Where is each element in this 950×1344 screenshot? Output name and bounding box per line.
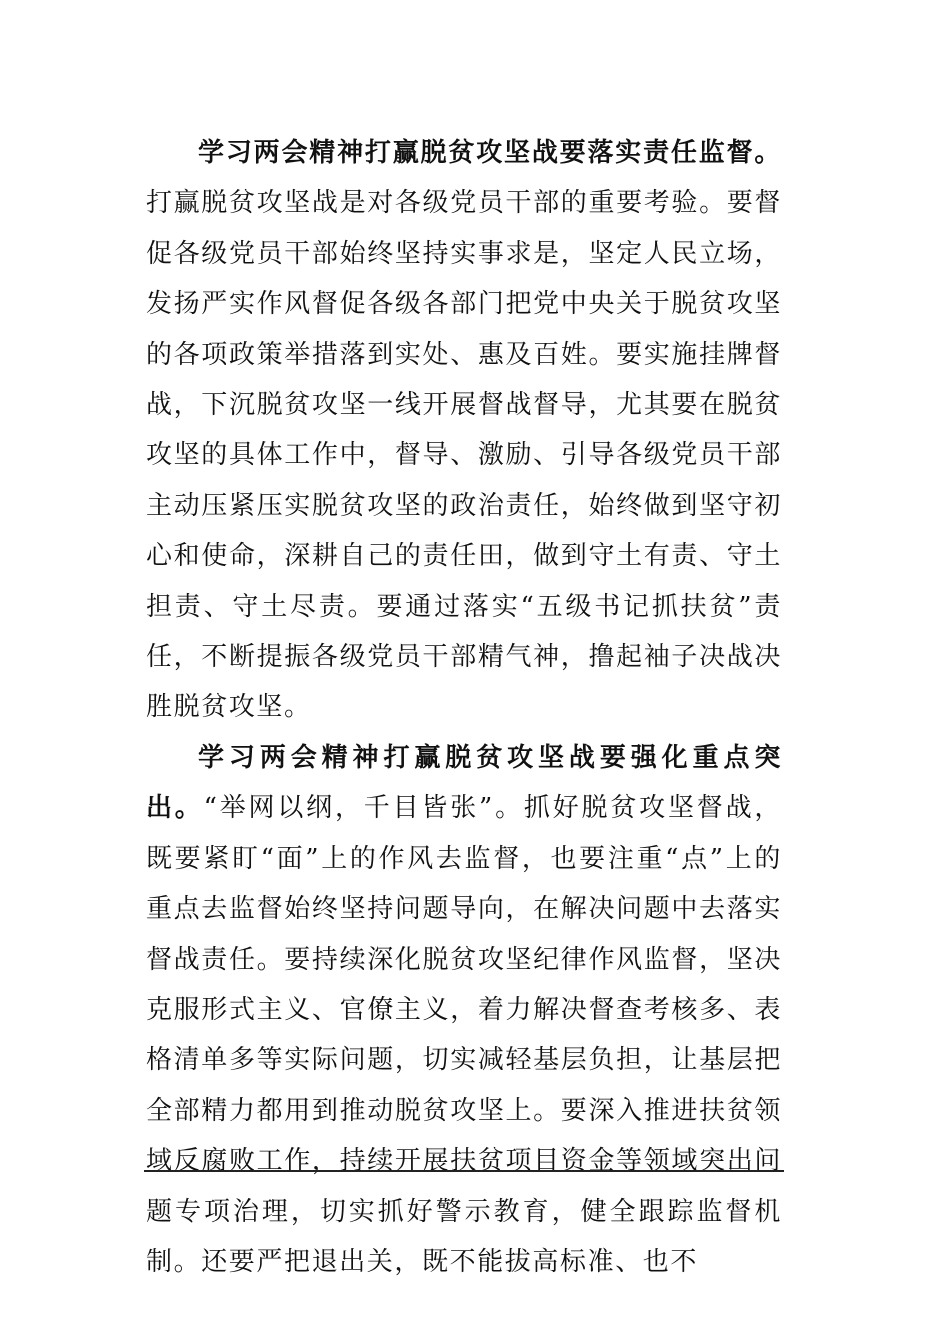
paragraph-heading: 学习两会精神打赢脱贫攻坚战要落实责任监督。 <box>198 138 782 168</box>
paragraph-key-points <box>146 733 782 1287</box>
paragraph-text: 打赢脱贫攻坚战是对各级党员干部的重要考验。要督促各级党员干部始终坚持实事求是，坚定人民立场，发扬严实作风督促各级各部门把党中央关于脱贫攻坚的各项政策举措落到实处、惠及百姓。要实施挂牌督战，下沉脱贫攻坚一线开展督战督导，尤其要在脱贫攻坚的具体工作中，督导、激励、引导各级党员干部主动压紧压实脱贫攻坚的政治责任，始终做到坚守初心和使命，深耕自己的责任田，做到守土有责、守土担责、守土尽责。要通过落实“五级书记抓扶贫”责任，不断提振各级党员干部精气神，撸起袖子决战决胜脱贫攻坚。 <box>146 188 782 723</box>
paragraph-text: “举网以纲，千目皆张”。抓好脱贫攻坚督战，既要紧盯“面”上的作风去监督，也要注重“点”上的重点去监督始终坚持问题导向，在解决问题中去落实督战责任。要持续深化脱贫攻坚纪律作风监督，坚决克服形式主义、官僚主义，着力解决督查考核多、表格清单多等实际问题，切实减轻基层负担，让基层把全部精力都用到推动脱贫攻坚上。要深入推进扶贫领域反腐败工作，持续开展扶贫项目资金等领域突出问题专项治理，切实抓好警示教育，健全跟踪监督机制。还要严把退出关，既不能拔高标准、也不 <box>146 793 782 1277</box>
paragraph-responsibility-supervision <box>146 128 782 733</box>
document-body <box>146 128 782 1287</box>
paragraph-heading: 学习两会精神打赢脱贫攻坚战要强化重点突出。 <box>146 742 782 824</box>
footer-divider <box>144 1170 784 1172</box>
